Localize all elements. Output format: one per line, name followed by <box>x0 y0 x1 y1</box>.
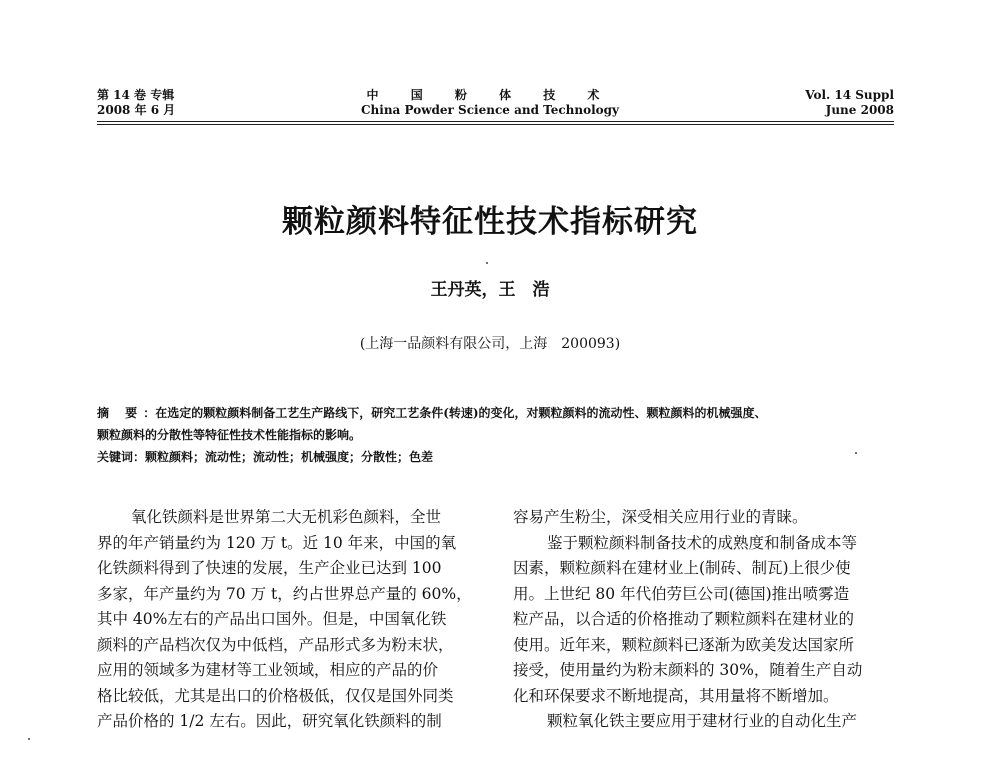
header-journal-cn: 中 国 粉 体 技 术 <box>366 88 614 102</box>
body-right-line: 化和环保要求不断地提高，其用量将不断增加。 <box>513 686 839 705</box>
body-right-line: 用。上世纪 80 年代伯劳巨公司(德国)推出喷雾造 <box>513 584 850 603</box>
paper-authors: 王丹英，王 浩 <box>430 280 550 300</box>
body-left-line: 其中 40%左右的产品出口国外。但是，中国氧化铁 <box>97 610 447 628</box>
header-rule-top <box>97 121 894 122</box>
keywords-text: ：颗粒颜料；流动性；流动性；机械强度；分散性；色差 <box>133 450 434 464</box>
abstract-block <box>97 402 767 468</box>
keywords-label: 关键词 <box>97 450 134 464</box>
paper-title: 颗粒颜料特征性技术指标研究 <box>282 204 698 240</box>
body-left-line: 氧化铁颜料是世界第二大无机彩色颜料，全世 <box>131 508 442 526</box>
body-left-line: 化铁颜料得到了快速的发展，生产企业已达到 100 <box>97 559 442 577</box>
scan-speck <box>28 738 30 740</box>
body-right-line: 容易产生粉尘，深受相关应用行业的青睐。 <box>513 508 808 526</box>
body-column-left <box>97 505 472 735</box>
keywords-line <box>97 446 767 468</box>
abstract-label: 摘 要 <box>97 406 144 420</box>
scan-speck <box>855 452 857 454</box>
body-left-line: 多家，年产量约为 70 万 t，约占世界总产量的 60%， <box>97 584 472 603</box>
body-left-line: 产品价格的 1/2 左右。因此，研究氧化铁颜料的制 <box>97 712 442 730</box>
body-left-line: 颜料的产品档次仅为中低档，产品形式多为粉末状， <box>97 635 454 654</box>
body-column-right <box>513 505 862 735</box>
header-volume-en: Vol. 14 Suppl <box>805 88 894 102</box>
body-right-line: 使用。近年来，颗粒颜料已逐渐为欧美发达国家所 <box>513 635 855 654</box>
scan-speck <box>486 262 488 264</box>
body-left-line: 界的年产销量约为 120 万 t。近 10 年来，中国的氧 <box>97 533 457 552</box>
paper-affiliation: (上海一品颜料有限公司，上海 200093) <box>359 336 621 352</box>
header-rule-bottom <box>97 124 894 125</box>
body-right-line: 颗粒氧化铁主要应用于建材行业的自动化生产 <box>547 712 858 730</box>
abstract-text-2: 颗粒颜料的分散性等特征性技术性能指标的影响。 <box>97 428 362 442</box>
body-right-line: 因素，颗粒颜料在建材业上(制砖、制瓦)上很少使 <box>513 559 851 577</box>
body-left-line: 应用的领域多为建材等工业领域，相应的产品的价 <box>97 661 439 679</box>
abstract-line-1 <box>97 402 767 424</box>
header-volume: 第 14 卷 专辑 <box>97 88 175 102</box>
body-left-line: 格比较低，尤其是出口的价格极低，仅仅是国外同类 <box>97 686 454 705</box>
body-right-line: 粒产品，以合适的价格推动了颗粒颜料在建材业的 <box>513 610 855 628</box>
header-date-en: June 2008 <box>825 103 894 117</box>
header-volume-info-en <box>805 88 894 118</box>
body-right-line: 接受，使用量约为粉末颜料的 30%，随着生产自动 <box>513 661 863 679</box>
header-date: 2008 年 6 月 <box>97 103 176 117</box>
body-right-line: 鉴于颗粒颜料制备技术的成熟度和制备成本等 <box>547 533 858 552</box>
abstract-text-1: ：在选定的颗粒颜料制备工艺生产路线下，研究工艺条件(转速)的变化，对颗粒颜料的流动性、颗粒颜料的机械强度、 <box>143 406 767 420</box>
header-journal-en: China Powder Science and Technology <box>360 103 620 117</box>
